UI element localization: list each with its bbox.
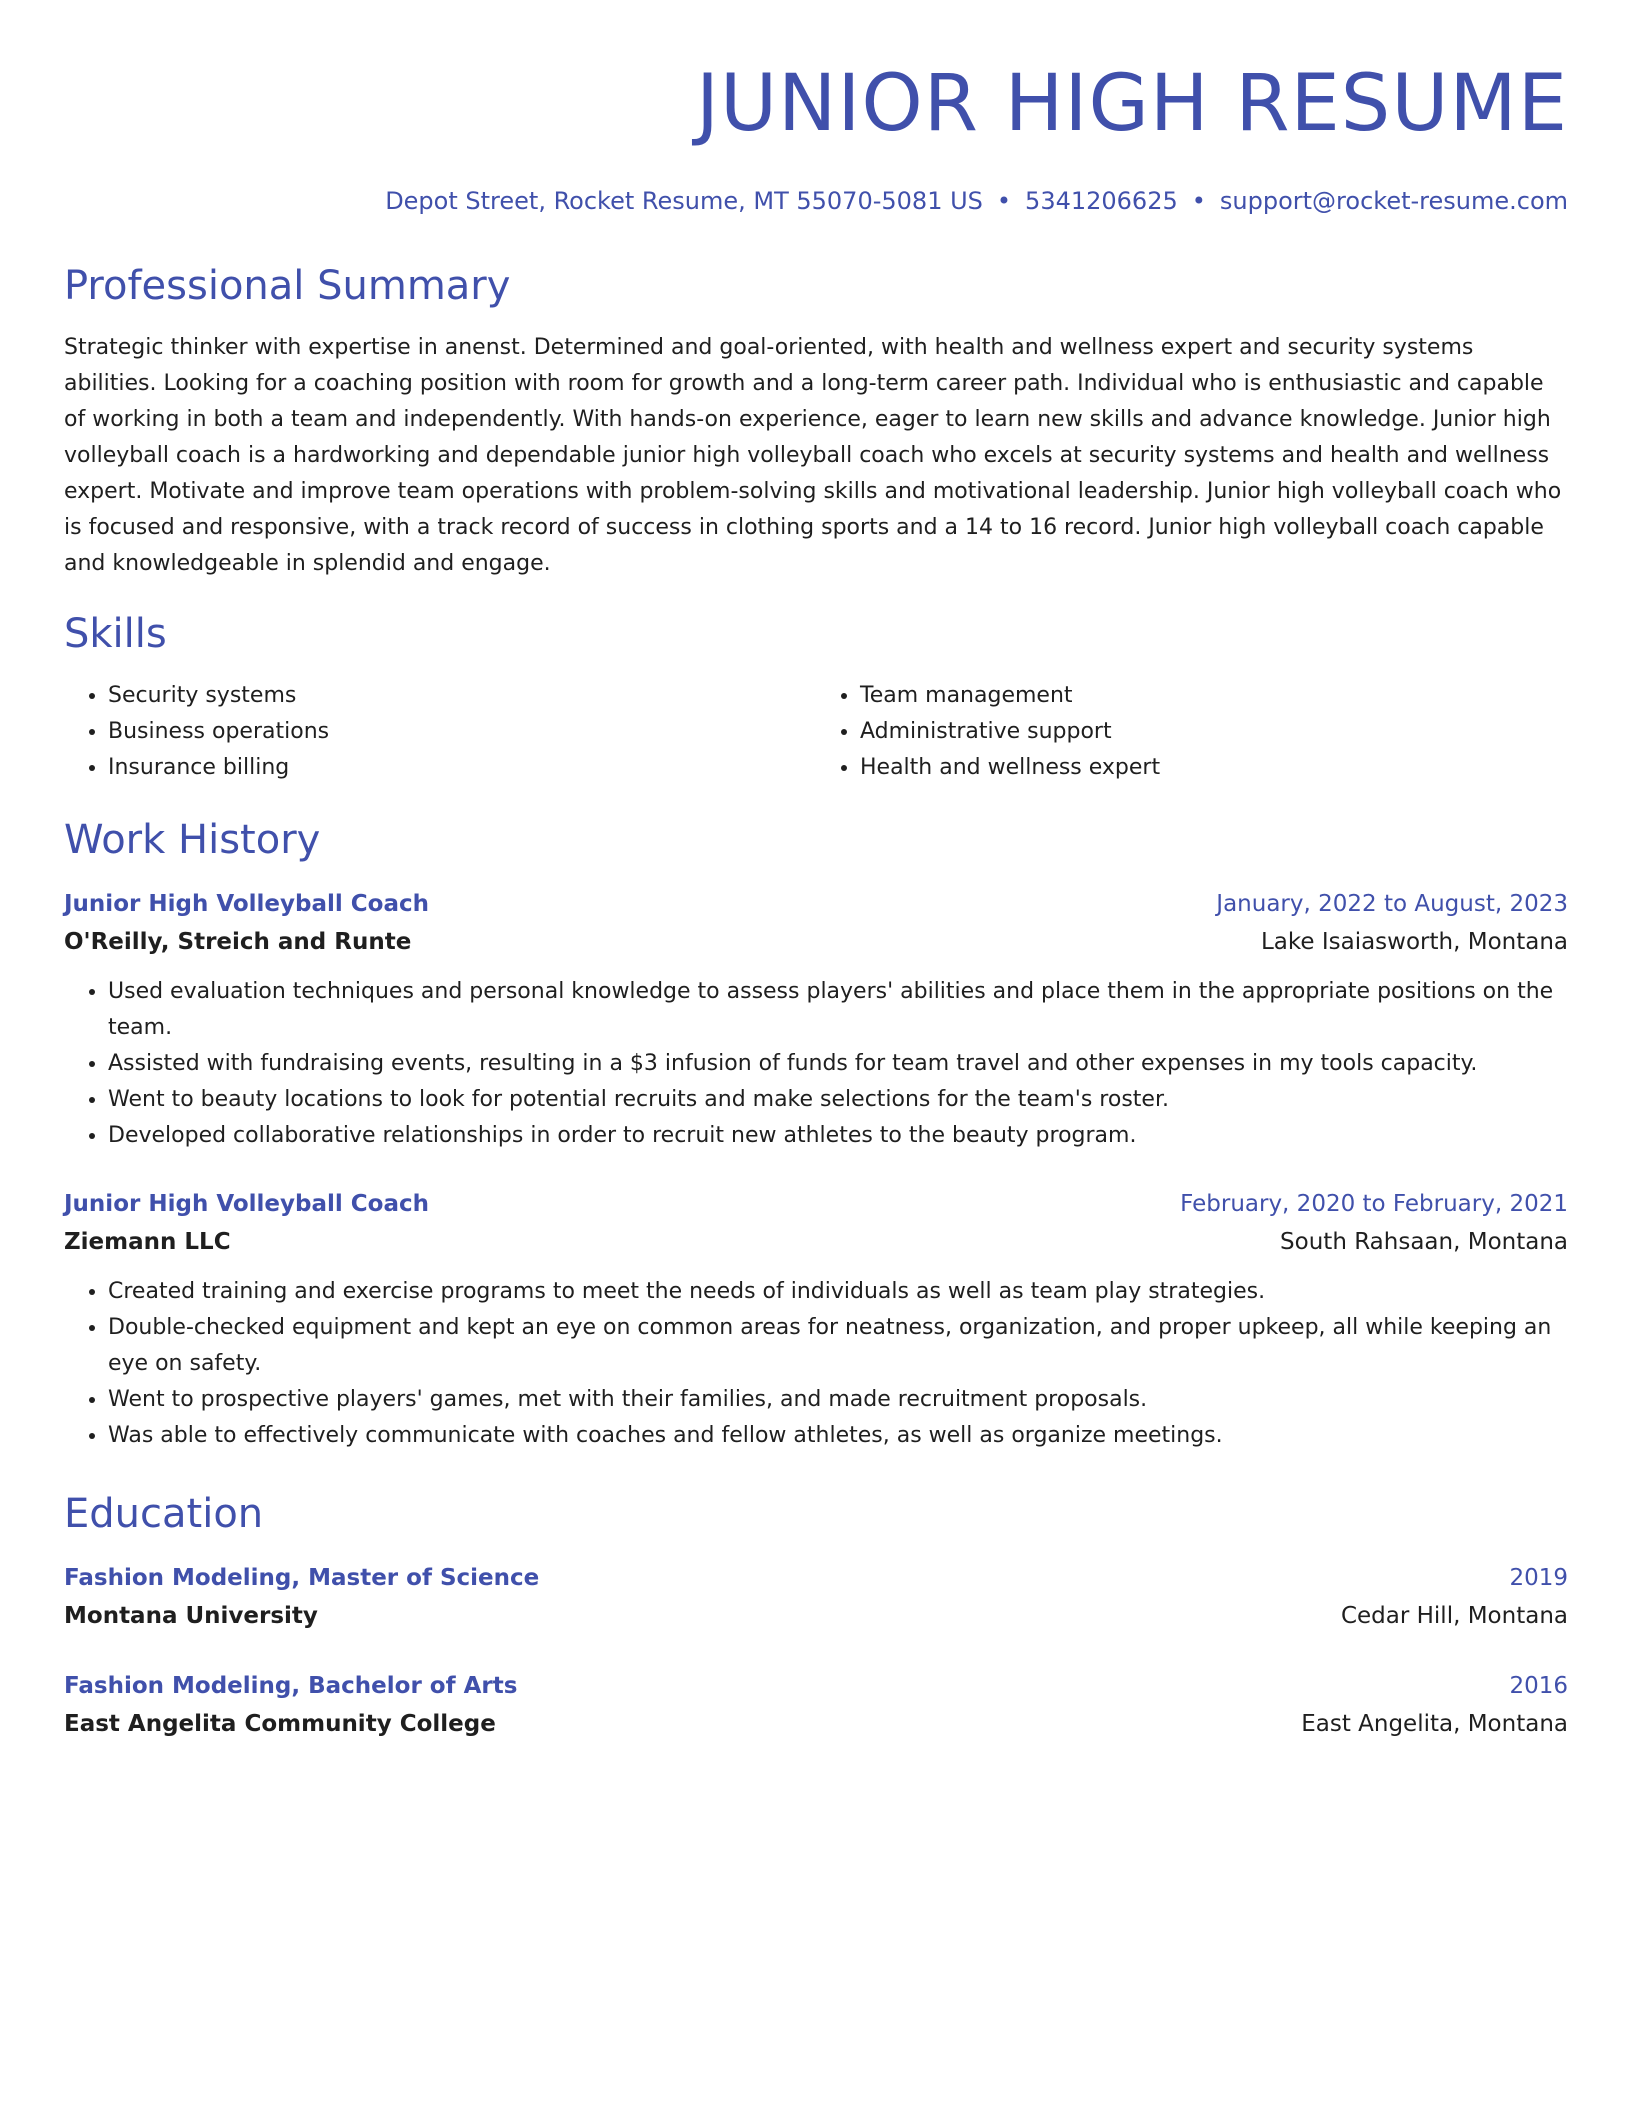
contact-email[interactable]: support@rocket-resume.com [1219,187,1568,215]
contact-separator: • [996,187,1012,215]
education-entry [64,1668,1568,1744]
job-role: Junior High Volleyball Coach [64,891,429,917]
skill-item: • Business operations [108,714,816,750]
skills-column-right [816,678,1568,786]
education-year: 2016 [1509,1673,1568,1699]
job-location: South Rahsaan, Montana [1280,1229,1568,1255]
job-entry [64,886,1568,1154]
contact-separator: • [1191,187,1206,215]
skill-item: • Administrative support [860,714,1568,750]
job-bullet: • Created training and exercise programs to meet the needs of individuals as well as team play strategies. [108,1274,1568,1310]
job-dates: January, 2022 to August, 2023 [1216,891,1568,917]
education-degree-row [64,1560,1568,1596]
job-company-row [64,922,1568,962]
job-bullet: • Developed collaborative relationships in order to recruit new athletes to the beauty program. [108,1118,1568,1154]
education-degree: Fashion Modeling, Bachelor of Arts [64,1673,518,1699]
job-bullets [64,1274,1568,1454]
job-bullet: • Went to prospective players' games, met with their families, and made recruitment proposals. [108,1382,1568,1418]
summary-text: Strategic thinker with expertise in anenst. Determined and goal-oriented, with health and wellness expert and security systems abilities. Looking for a coaching position with room for growth and a long-term career path. Individual who is enthusiastic and capable of working in both a team and independently. With hands-on experience, eager to learn new skills and advance knowledge. Junior high volleyball coach is a hardworking and dependable junior high volleyball coach who excels at security systems and health and wellness expert. Motivate and improve team operations with problem-solving skills and motivational leadership. Junior high volleyball coach who is focused and responsive, with a track record of success in clothing sports and a 14 to 16 record. Junior high volleyball coach capable and knowledgeable in splendid and engage. [64,335,1562,576]
education-entry [64,1560,1568,1636]
job-company: O'Reilly, Streich and Runte [64,929,412,955]
contact-address: Depot Street, Rocket Resume, MT 55070-5081 US [385,187,983,215]
skills-list [64,678,1568,786]
job-role: Junior High Volleyball Coach [64,1191,429,1217]
job-company-row [64,1222,1568,1262]
education-school: East Angelita Community College [64,1711,496,1737]
education-school-row [64,1596,1568,1636]
job-location: Lake Isaiasworth, Montana [1260,929,1568,955]
job-bullet: • Assisted with fundraising events, resulting in a $3 infusion of funds for team travel and other expenses in my tools capacity. [108,1046,1568,1082]
education-degree: Fashion Modeling, Master of Science [64,1565,540,1591]
job-header-row [64,886,1568,922]
summary-heading: Professional Summary [64,263,511,309]
education-year: 2019 [1509,1565,1568,1591]
skills-heading: Skills [64,611,167,657]
job-dates: February, 2020 to February, 2021 [1180,1191,1568,1217]
resume-title: JUNIOR HIGH RESUME [695,59,1568,149]
skill-item: • Security systems [108,678,816,714]
job-bullet: • Went to beauty locations to look for potential recruits and make selections for the team's roster. [108,1082,1568,1118]
skill-item: • Team management [860,678,1568,714]
resume-header [64,56,1568,216]
work-history-heading: Work History [64,817,321,863]
education-school-row [64,1704,1568,1744]
contact-phone: 5341206625 [1025,187,1178,215]
skill-item: • Health and wellness expert [860,750,1568,786]
education-heading: Education [64,1491,264,1537]
skills-column-left [64,678,816,786]
education-school: Montana University [64,1603,318,1629]
skill-item: • Insurance billing [108,750,816,786]
education-location: East Angelita, Montana [1301,1711,1568,1737]
job-header-row [64,1186,1568,1222]
job-bullet: • Used evaluation techniques and personal knowledge to assess players' abilities and place them in the appropriate positions on the team. [108,974,1568,1046]
education-location: Cedar Hill, Montana [1340,1603,1568,1629]
job-bullet: • Double-checked equipment and kept an eye on common areas for neatness, organization, and proper upkeep, all while keeping an eye on safety. [108,1310,1568,1382]
job-company: Ziemann LLC [64,1229,231,1255]
education-degree-row [64,1668,1568,1704]
job-bullet: • Was able to effectively communicate with coaches and fellow athletes, as well as organize meetings. [108,1418,1568,1454]
job-bullets [64,974,1568,1154]
contact-line [64,186,1568,216]
job-entry [64,1186,1568,1454]
